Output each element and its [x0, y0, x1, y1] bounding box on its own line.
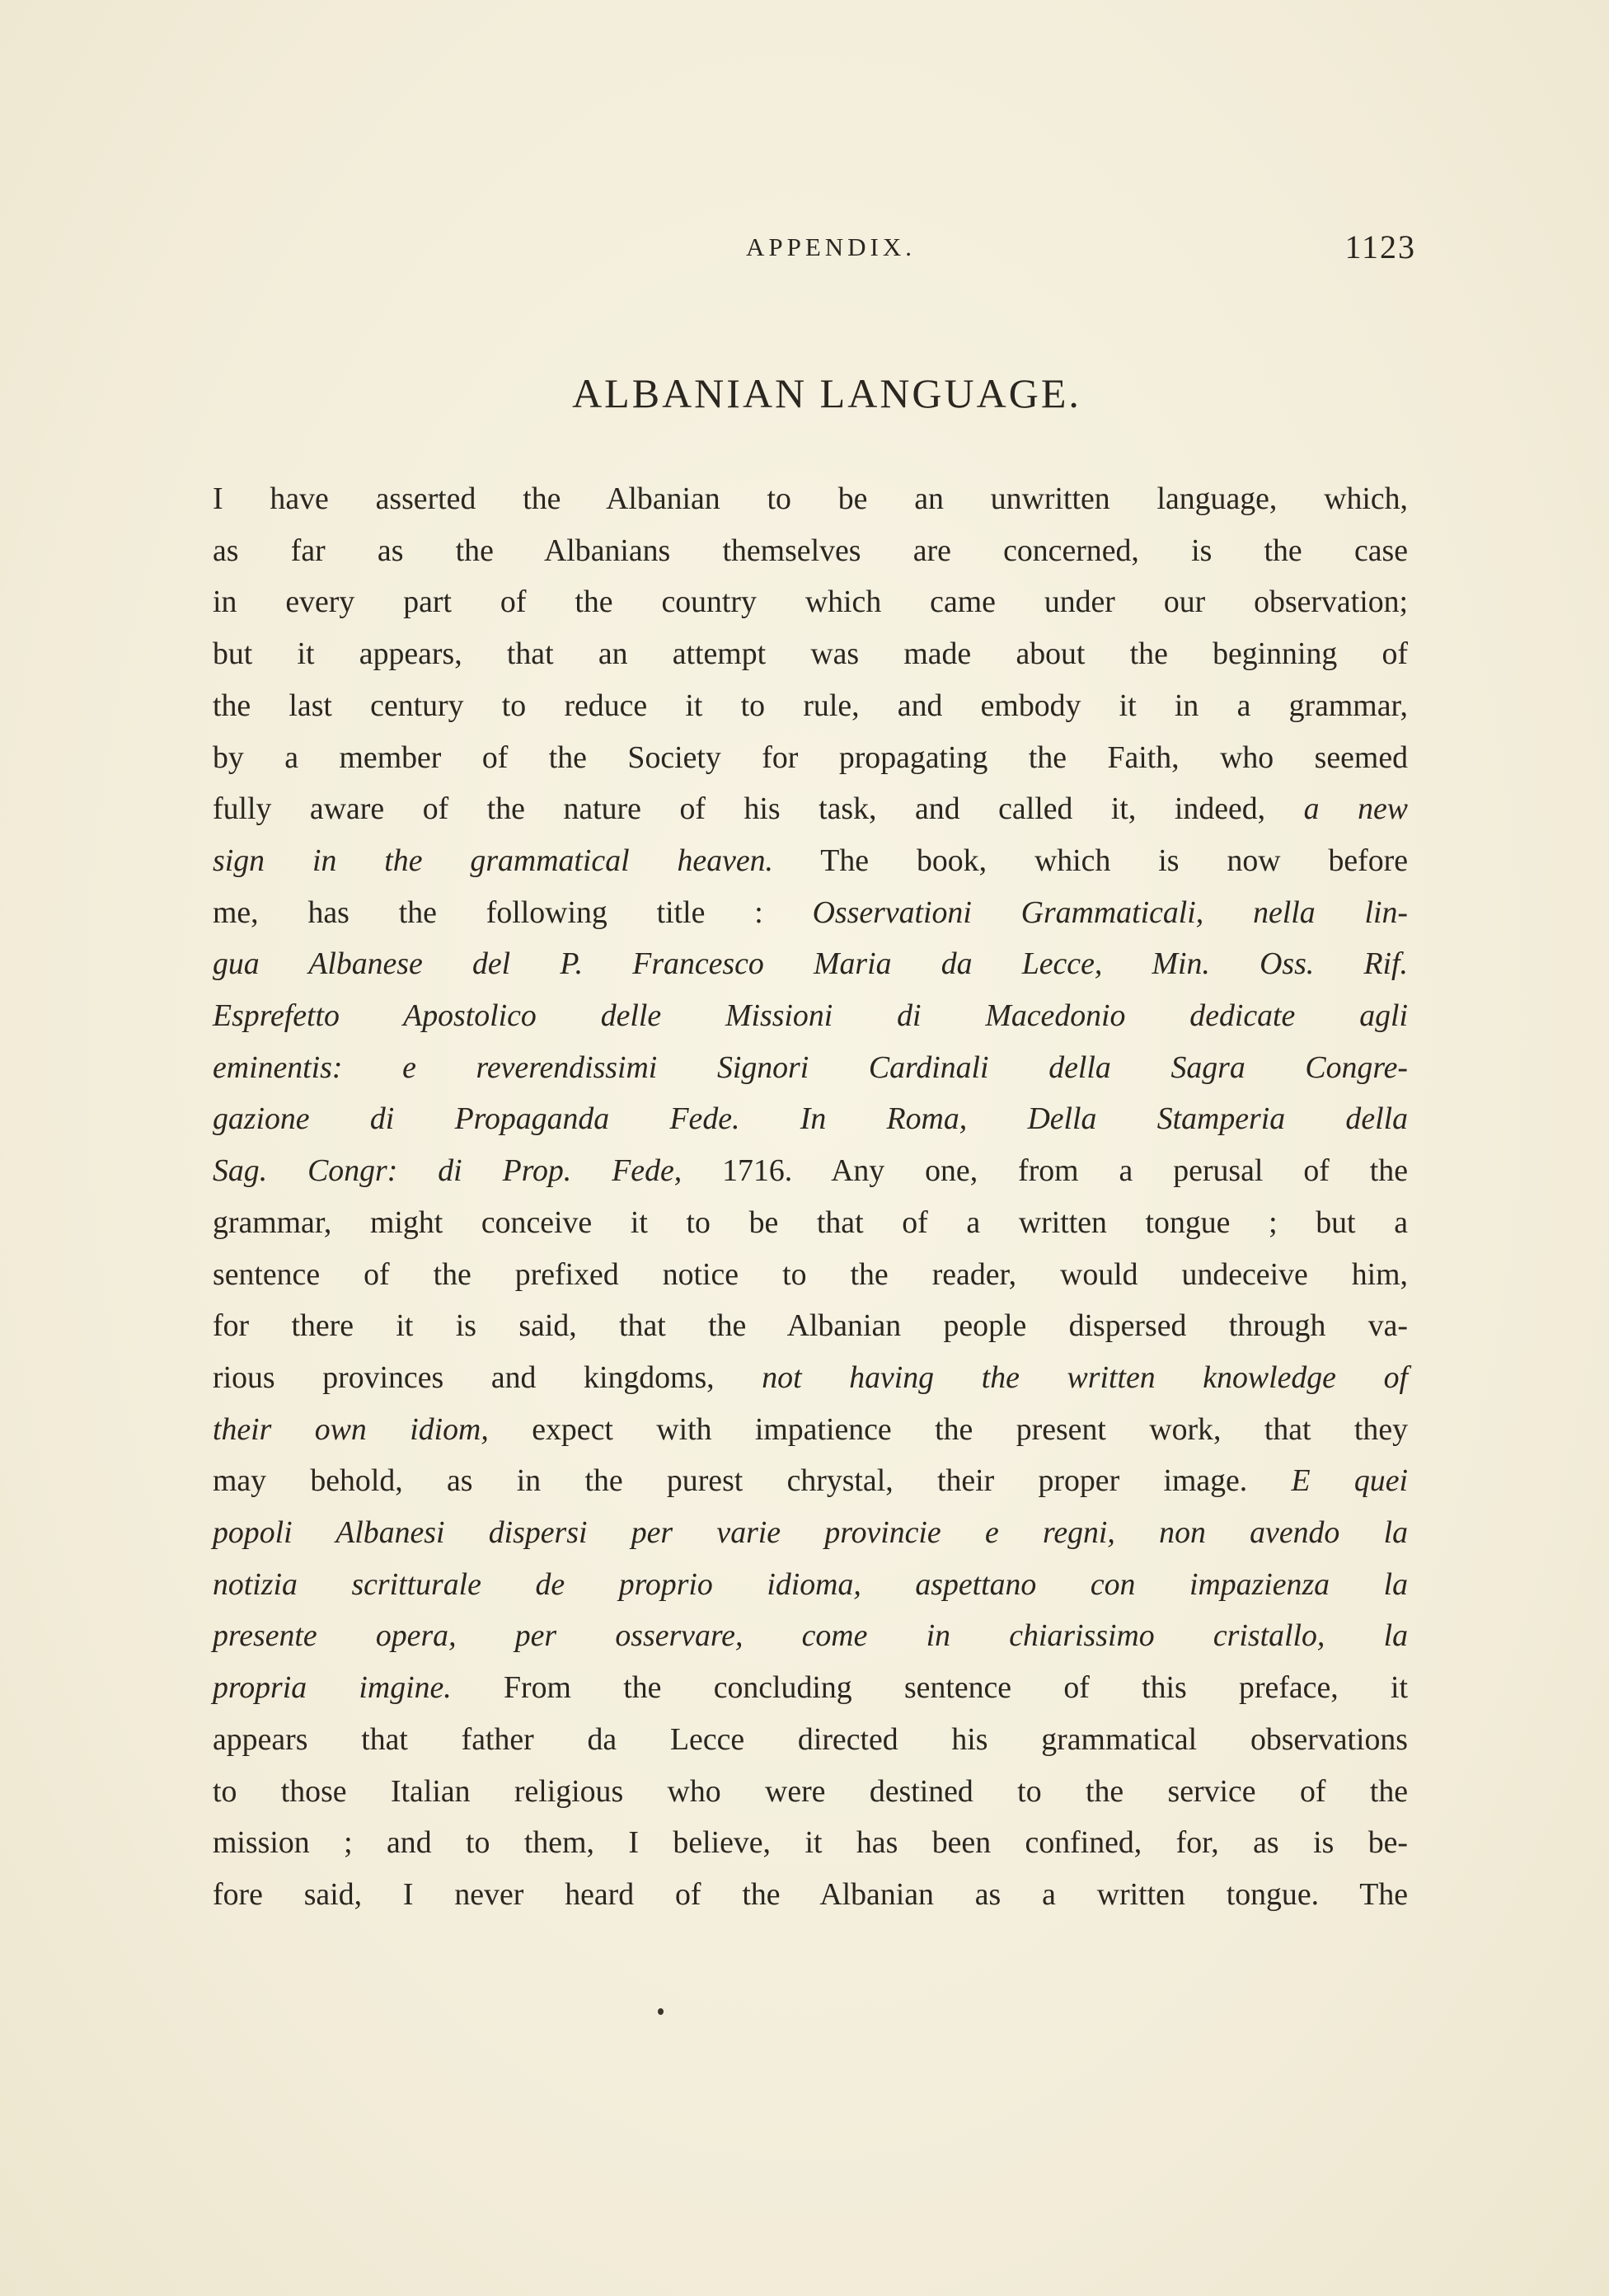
text-line — [213, 1507, 1408, 1559]
italic-text: notizia scritturale de proprio idioma, aspettano con impazienza la — [213, 1566, 1408, 1602]
roman-text: expect with impatience the present work, that they — [488, 1411, 1409, 1447]
text-line — [213, 732, 1408, 784]
roman-text: may behold, as in the purest chrystal, their proper image. — [213, 1463, 1292, 1499]
body-text — [213, 473, 1408, 1921]
ink-speck — [658, 2008, 664, 2015]
text-line — [213, 990, 1408, 1042]
text-line — [213, 1559, 1408, 1611]
text-line — [213, 1766, 1408, 1818]
roman-text: From the concluding sentence of this preface, it — [451, 1670, 1408, 1706]
text-line — [213, 1714, 1408, 1766]
roman-text: I have asserted the Albanian to be an unwritten language, which, — [213, 481, 1408, 516]
text-line — [213, 680, 1408, 732]
roman-text: to those Italian religious who were destined to the service of the — [213, 1773, 1408, 1809]
text-line — [213, 1197, 1408, 1249]
text-line — [213, 1145, 1408, 1197]
roman-text: fore said, I never heard of the Albanian as a written tongue. The — [213, 1876, 1408, 1912]
roman-text: rious provinces and kingdoms, — [213, 1359, 762, 1395]
roman-text: 1716. Any one, from a perusal of the — [682, 1153, 1408, 1189]
italic-text: sign in the grammatical heaven. — [213, 843, 774, 878]
text-line — [213, 887, 1408, 939]
roman-text: mission ; and to them, I believe, it has been confined, for, as is be- — [213, 1825, 1408, 1861]
roman-text: by a member of the Society for propagating the Faith, who seemed — [213, 740, 1408, 775]
roman-text: fully aware of the nature of his task, and called it, indeed, — [213, 791, 1304, 827]
running-title: APPENDIX. — [745, 232, 917, 261]
text-line — [213, 1093, 1408, 1145]
italic-text: a new — [1303, 791, 1409, 827]
text-line — [213, 1869, 1408, 1921]
text-line — [213, 1817, 1408, 1869]
italic-text: eminentis: e reverendissimi Signori Cardinali della Sagra Congre- — [213, 1049, 1408, 1085]
italic-text: not having the written knowledge of — [762, 1359, 1408, 1395]
italic-text: E quei — [1291, 1463, 1408, 1499]
italic-text: popoli Albanesi dispersi per varie provincie e regni, non avendo la — [213, 1515, 1408, 1551]
roman-text: for there it is said, that the Albanian people dispersed through va- — [213, 1308, 1408, 1344]
italic-text: their own idiom, — [213, 1411, 489, 1447]
roman-text: The book, which is now before — [773, 843, 1409, 878]
roman-text: the last century to reduce it to rule, and embody it in a grammar, — [213, 688, 1408, 723]
text-line — [213, 1352, 1408, 1404]
text-line — [213, 835, 1408, 887]
roman-text: in every part of the country which came under our observation; — [213, 585, 1408, 620]
text-line — [213, 1662, 1408, 1714]
roman-text: as far as the Albanians themselves are concerned, is the case — [213, 533, 1408, 568]
roman-text: me, has the following title : — [213, 894, 813, 930]
text-line — [213, 1404, 1408, 1456]
italic-text: Osservationi Grammaticali, nella lin- — [812, 894, 1408, 930]
running-head — [213, 228, 1416, 274]
text-line — [213, 1249, 1408, 1301]
italic-text: propria imgine. — [213, 1670, 452, 1706]
italic-text: Esprefetto Apostolico delle Missioni di Macedonio dedicate agli — [213, 998, 1408, 1034]
page-number: 1123 — [1344, 228, 1416, 265]
text-line — [213, 938, 1408, 990]
text-line — [213, 1455, 1408, 1507]
roman-text: appears that father da Lecce directed his grammatical observations — [213, 1721, 1408, 1757]
text-line — [213, 1610, 1408, 1662]
text-line — [213, 1300, 1408, 1352]
roman-text: grammar, might conceive it to be that of a written tongue ; but a — [213, 1204, 1408, 1240]
italic-text: presente opera, per osservare, come in chiarissimo cristallo, la — [213, 1618, 1408, 1654]
text-line — [213, 1042, 1408, 1094]
chapter-title: ALBANIAN LANGUAGE. — [572, 370, 1081, 416]
text-line — [213, 576, 1408, 628]
text-line — [213, 473, 1408, 525]
roman-text: sentence of the prefixed notice to the reader, would undeceive him, — [213, 1256, 1408, 1292]
text-line — [213, 783, 1408, 835]
roman-text: but it appears, that an attempt was made about the beginning of — [213, 636, 1408, 672]
italic-text: gua Albanese del P. Francesco Maria da Lecce, Min. Oss. Rif. — [213, 946, 1408, 982]
text-line — [213, 628, 1408, 680]
italic-text: gazione di Propaganda Fede. In Roma, Della Stamperia della — [213, 1101, 1408, 1137]
text-line — [213, 525, 1408, 577]
italic-text: Sag. Congr: di Prop. Fede, — [213, 1153, 683, 1189]
